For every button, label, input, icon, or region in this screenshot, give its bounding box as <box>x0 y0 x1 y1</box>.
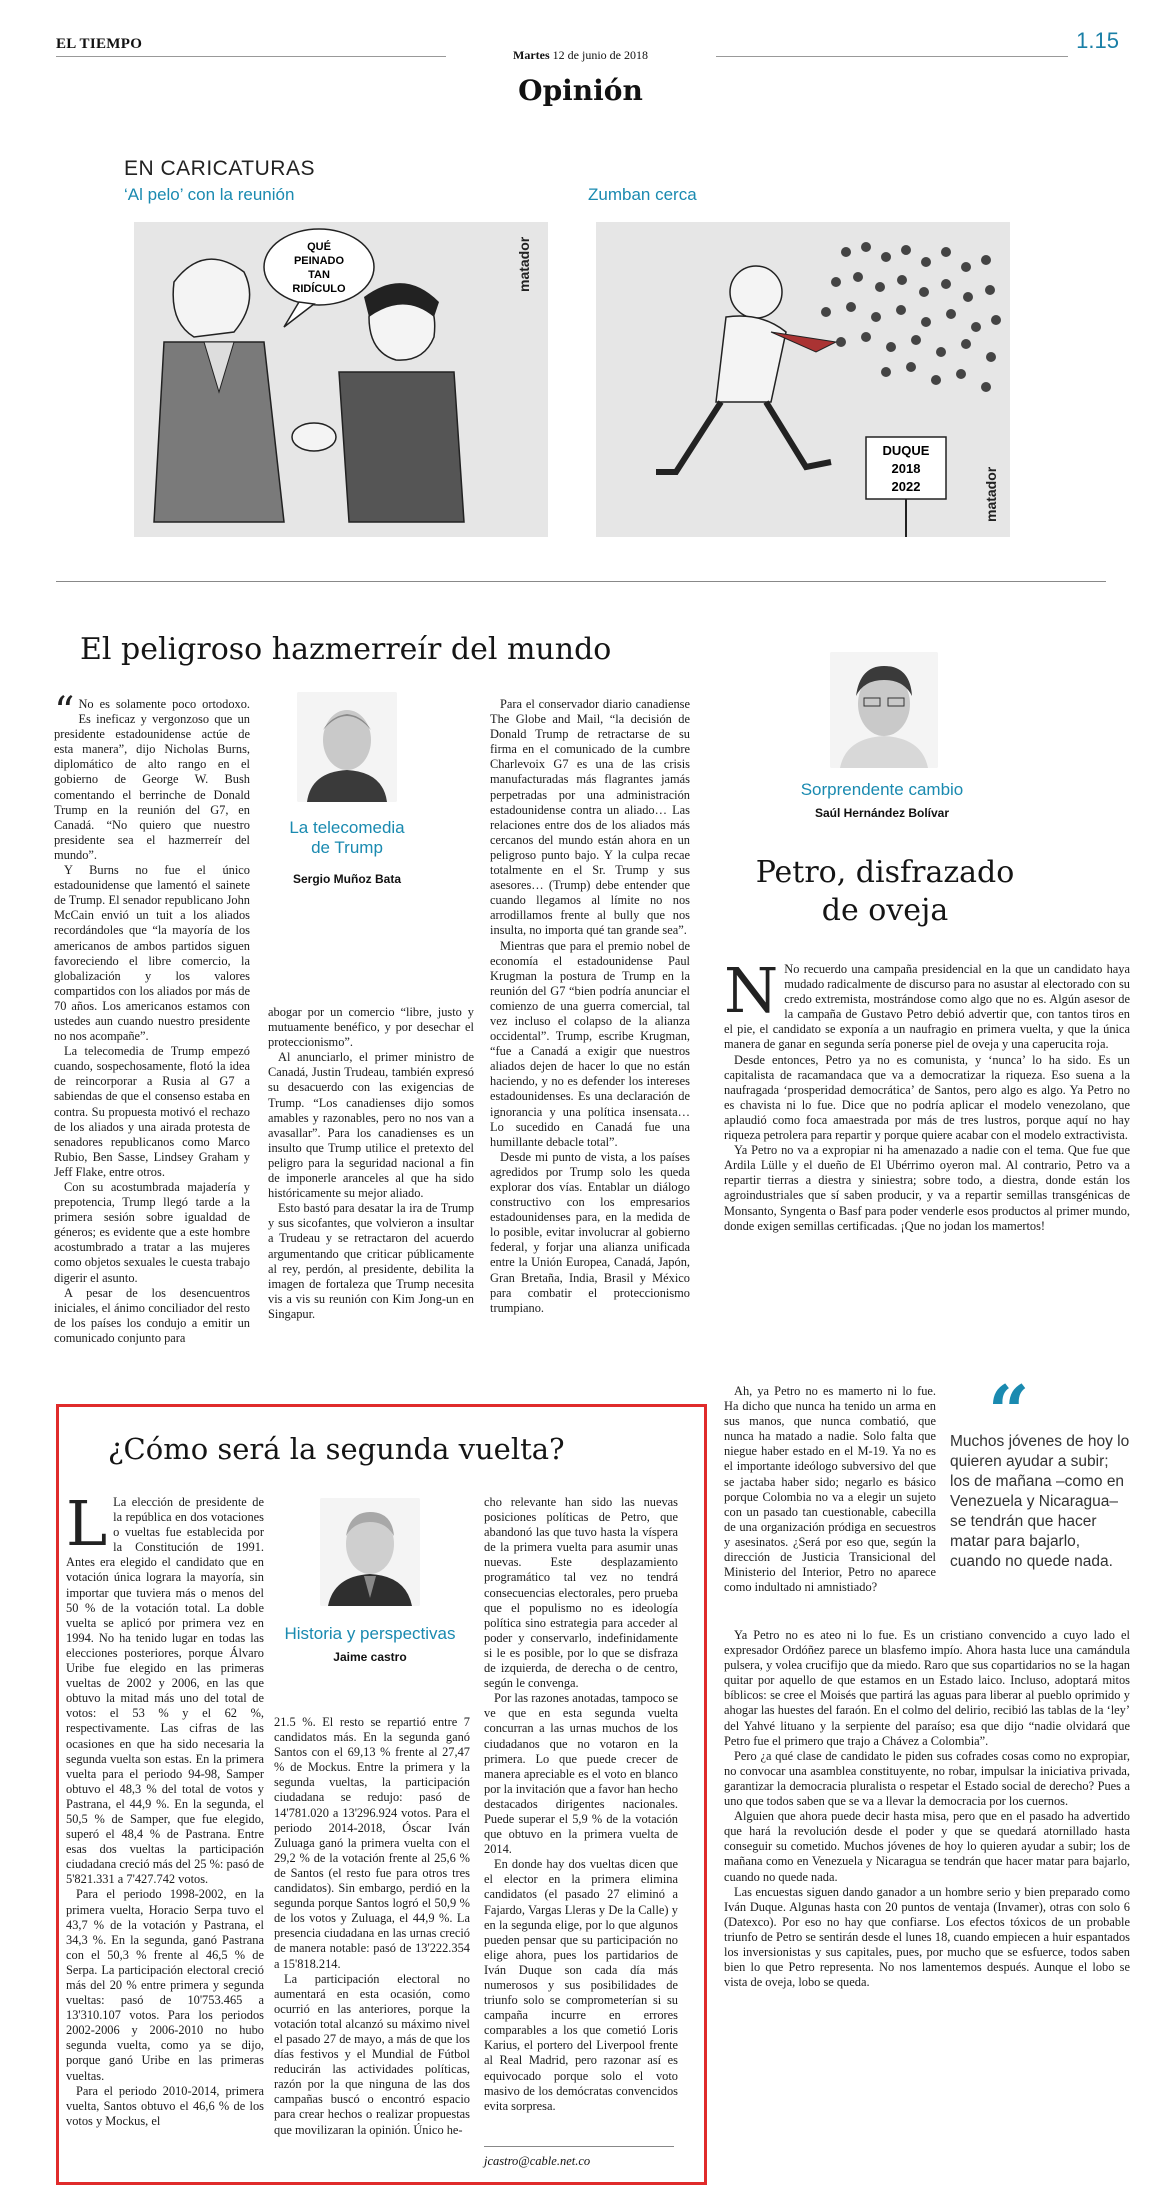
cartoon-left-drawing <box>134 222 548 537</box>
cartoon-right <box>596 222 1010 537</box>
masthead-weekday: Martes <box>513 48 550 62</box>
article2-headline <box>720 854 1050 930</box>
article2-headline-line-2: de oveja <box>821 893 949 928</box>
column-name-telecomedia <box>270 818 424 858</box>
cartoon-section-label: EN CARICATURAS <box>124 157 315 180</box>
column-name-line-2: de Trump <box>311 838 383 857</box>
section-divider <box>56 581 1106 582</box>
article1-col1-p2: Y Burns no fue el único estadounidense que lamentó el sainete de Trump. El senador republicano John McCain envió un tuit a los aliados recordándoles que “la mayoría de los americanos de ambos partidos siguen favoreciendo el libre comercio, la globalización y los valores compartidos con los aliados por más de 70 años. Los americanos estamos con ustedes aun cuando nuestro presidente no nos acompañe”. <box>54 863 250 1044</box>
article3-p1 <box>66 1487 264 1887</box>
article3-col3 <box>484 1495 678 2114</box>
author-photo-munoz-drawing <box>297 692 397 802</box>
speech-line-3: TAN <box>308 269 330 281</box>
article1-headline: El peligroso hazmerreír del mundo <box>80 632 612 667</box>
email-divider <box>484 2146 674 2147</box>
article2-p1 <box>724 954 1130 1053</box>
article2-body-bottom <box>724 1628 1130 1990</box>
author-name-castro: Jaime castro <box>333 1650 407 1664</box>
article2-body-mid <box>724 1384 936 1595</box>
article2-p3: Ya Petro no va a expropiar ni ha amenazado a nadie con el tema. Que fue que Ardila Lülle y el dueño de El Ubérrimo oyeron mal. Al contrario, Petro va a repartir tierras a diestra y siniestra; sobre todo, a diestra, donde están los agroindustriales que sí saben producir, y va a repartir semillas transgénicas de Monsanto, Syngenta o Basf para poder venderle esos productos al primer mundo, donde exigen semillas certificadas. ¡Que no jodan los mamertos! <box>724 1143 1130 1233</box>
cartoon-left-signature: matador <box>516 236 532 292</box>
masthead-date <box>0 48 1161 63</box>
article3-col1 <box>66 1487 264 2129</box>
pullquote-mark-icon: “ <box>988 1369 1030 1454</box>
speech-line-1: QUÉ <box>307 241 331 253</box>
article1-col3-p2: Mientras que para el premio nobel de economía el estadounidense Paul Krugman la postura de Trump en la reunión del G7 “bien podría anunciar el comienzo de una guerra comercial, tal vez incluso el colapso de la alianza occidental”. Trump, escribe Krugman, “fue a Canadá a exigir que nuestros aliados dejen de hacer lo que no están haciendo, y no es defender los intereses estadounidenses. Es una declaración de ignorancia y una política insensata… Lo sucedido en Canadá fue una humillante debacle total”. <box>490 938 690 1149</box>
article1-col3-p1: Para el conservador diario canadiense The Globe and Mail, “la decisión de Donald Trump de retractarse de su firma en el comunicado de la cumbre Charlevoix G7 es una de las crisis manufacturadas más flagrantes jamás perpetradas por una administración estadounidense contra un aliado… Las relaciones entre dos de los aliados más cercanos del mundo están ahora en un peligroso punto bajo. Y la culpa recae totalmente en el Sr. Trump y sus asesores… (Trump) debe entender que cuando llegamos al límite no nos arrodillamos frente al bully que nos insulta, no importa qué tan grande sea”. <box>490 697 690 938</box>
article3-col2 <box>274 1715 470 2138</box>
article1-col1-p1 <box>54 689 250 863</box>
cartoon-right-signature: matador <box>983 466 999 522</box>
article1-col3-p3: Desde mi punto de vista, a los países agredidos por Trump solo les queda explorar dos vías. Entablar un diálogo constructivo con los empresarios estadounidenses para, en la medida de lo posible, evitar involucrar al gobierno federal, y forjar una alianza unificada entre la Unión Europea, Canadá, Japón, Gran Bretaña, India, Brasil y México para combatir el proteccionismo trumpiano. <box>490 1149 690 1315</box>
author-photo-munoz <box>297 692 397 802</box>
author-name-hernandez: Saúl Hernández Bolívar <box>814 806 950 820</box>
author-email[interactable]: jcastro@cable.net.co <box>484 2154 591 2168</box>
sign-line-1: DUQUE <box>882 443 930 458</box>
article3-col3-p2: Por las razones anotadas, tampoco se ve que en esta segunda vuelta concurran a las urnas muchos de los ciudadanos que no votaron en la primera. Lo que puede crecer de manera apreciable es el voto en blanco por la invitación que a favor han hecho destacados dirigentes nacionales. Puede superar el 5,9 % de la votación que obtuvo en la primera vuelta de 2014. <box>484 1691 678 1857</box>
article1-col1-p4: Con su acostumbrada majadería y prepotencia, Trump llegó tarde a la primera sesión sobre igualdad de géneros; es evidente que a este hombre acostumbrado a tratar a las mujeres como objetos sexuales le cuesta trabajo digerir el asunto. <box>54 1180 250 1285</box>
column-name-line-1: La telecomedia <box>289 818 405 837</box>
sign-line-3: 2022 <box>891 479 921 494</box>
author-photo-castro <box>320 1498 420 1606</box>
article2-p8: Las encuestas siguen dando ganador a un hombre serio y bien preparado como Iván Duque. Algunas hasta con 20 puntos de ventaja (Invamer), otras con solo 6 (Datexco). Por eso no hay que confiarse. Los efectos tóxicos de un probable triunfo de Petro se sentirán desde el lunes 18, cuando empiecen a huir espantados los inversionistas y sus capitales, pues, por mucho que se esfuerce, todos saben bien lo que Petro representa. No nos lamentemos después. Aunque el lobo se vista de oveja, lobo se queda. <box>724 1884 1130 1990</box>
cartoon-right-caption: Zumban cerca <box>588 185 697 204</box>
cartoon-right-drawing <box>596 222 1010 537</box>
article1-col2-p3: Esto bastó para desatar la ira de Trump y sus sicofantes, que volvieron a insultar a Trudeau y se retractaron del acuerdo argumentando que criticar públicamente al rey, perdón, al presidente, debilita la imagen de fortaleza que Trump necesita vis a vis su reunión con Kim Jong-un en Singapur. <box>268 1201 474 1321</box>
article2-p4: Ah, ya Petro no es mamerto ni lo fue. Ha dicho que nunca ha tenido un arma en sus manos, que nunca combatió, que nunca ha matado a nadie. Solo falta que niegue haber estado en el M-19. Ya no es el importante ideólogo subversivo del que se jactaba haber sido; negarlo es básico porque Colombia no va a elegir un sujeto con un pasado tan cuestionable, cabecilla de una organización pródiga en secuestros y asesinatos. ¿Será por eso que, según la dirección de Justicia Transicional del Ministerio del Interior, Petro no aparece como indultado ni amnistiado? <box>724 1384 936 1595</box>
page-number: 1.15 <box>1076 28 1119 53</box>
cartoon-left <box>134 222 548 537</box>
speech-line-2: PEINADO <box>293 255 345 267</box>
author-photo-castro-drawing <box>320 1498 420 1606</box>
speech-line-4: RIDÍCULO <box>292 283 346 295</box>
pullquote: Muchos jóvenes de hoy lo quieren ayudar a subir; los de mañana –como en Venezuela y Nicaragua– se tendrán que hacer matar para bajarlo, cuando no quede nada. <box>950 1433 1130 1570</box>
author-photo-hernandez-drawing <box>830 652 938 768</box>
article1-col3 <box>490 697 690 1316</box>
author-photo-hernandez <box>830 652 938 768</box>
article2-dropcap: N <box>724 954 779 1027</box>
cartoon-left-caption: ‘Al pelo’ con la reunión <box>124 185 295 204</box>
article2-p7: Alguien que ahora puede decir hasta misa, pero que en el pasado ha advertido que hará la revolución desde el poder y que se quedará atornillado hasta conseguir su cometido. Muchos jóvenes de hoy lo quieren ayudar a subir; los de mañana como en Venezuela y Nicaragua se tendrán que hacer matar para bajarlo, cuando no quede nada. <box>724 1809 1130 1884</box>
quote-mark-icon: “ <box>54 689 75 735</box>
section-title: Opinión <box>518 74 643 107</box>
article3-p1-text: La elección de presidente de la república en dos votaciones o vueltas fue establecida por la Constitución de 1991. Antes era elegido el candidato que en votación única lograra la mayoría, sin importar que tuviera más o menos del 50 % de la votación total. La doble vuelta se aplicó por primera vez en 1994. No ha tenido lugar en todas las elecciones posteriores, porque Álvaro Uribe fue elegido en las primeras vueltas de 2002 y 2006, en las que obtuvo la mitad más uno del total de votos: el 53 % y el 62 %, respectivamente. Las cifras de las ocasiones en que ha sido necesaria la segunda vuelta son estas. En la primera vuelta para el periodo 94-98, Samper obtuvo el 48,3 % del total de votos y Pastrana, el 44,9 %. En la segunda, el 50,5 % de Samper, que fue elegido, superó el 48,4 % de Pastrana. Entre esas dos vueltas la participación ciudadana creció más del 25 %: pasó de 5'821.331 a 7'427.742 votos. <box>66 1495 264 1887</box>
article2-p6: Pero ¿a qué clase de candidato le piden sus cofrades cosas como no expropiar, no convocar una asamblea constituyente, no robar, impulsar la iniciativa privada, garantizar la democracia pluralista o respetar el Estado social de derecho? Pues a uno que todos saben que se va a llevar la democracia por los cuernos. <box>724 1748 1130 1809</box>
article2-p5: Ya Petro no es ateo ni lo fue. Es un cristiano convencido a cuyo lado el expresador Ordóñez parece un blasfemo impío. Ahora hasta luce una camándula pulsera, y volea crucifijo que da miedo. Raro que sus copartidarios no se la hagan quitar por aquello de que estamos en un Estado laico. Incluso, adoptará mitos bíblicos: se cree el Moisés que partirá las aguas para liberar al pueblo oprimido y ahogar las huestes del faraón. En el colmo del delirio, recibió las tablas de la ‘ley’ del Yahvé lituano y la serpiente del paraíso; esa que dijo “nadie olvidará que Petro fue el primero que trajo a Chávez a Colombia”. <box>724 1628 1130 1748</box>
article1-col1-p3: La telecomedia de Trump empezó cuando, sospechosamente, flotó la idea de reincorporar a Rusia al G7 a sabiendas de que el consenso estaba en contra. Su propuesta motivó el rechazo de los aliados y una airada protesta de senadores republicanos como Marco Rubio, Ben Sasse, Lindsey Graham y Jeff Flake, entre otros. <box>54 1044 250 1179</box>
article3-col2-p2: La participación electoral no aumentará en esta ocasión, como ocurrió en las anteriores, porque la votación total alcanzó su máximo nivel el pasado 27 de mayo, a más de que los días festivos y el Mundial de Fútbol reducirán las actividades políticas, razón por la que ninguna de las dos campañas buscó o encontró espacio para crear hechos o realizar propuestas que movilizaran la opinión. Único he- <box>274 1971 470 2137</box>
author-name-munoz: Sergio Muñoz Bata <box>292 872 401 886</box>
article2-body-top <box>724 954 1130 1234</box>
article1-col2-p1: abogar por un comercio “libre, justo y mutuamente benéfico, y por desechar el proteccionismo”. <box>268 1005 474 1050</box>
article2-p2: Desde entonces, Petro ya no es comunista, y ‘nunca’ lo ha sido. Es un capitalista de racamandaca que va a democratizar la riqueza. Eso suena a la naufragada ‘prosperidad democrática’ de Santos, pero algo es algo. Ya Petro no es chavista ni lo fue. Dice que no podría aplicar el modelo venezolano, que aplaudió como foca amaestrada por más de tres lustros, porque aquí no hay riqueza petrolera para repartir y porque quiere acabar con el modelo extractivista. <box>724 1052 1130 1143</box>
article1-col2 <box>268 1005 474 1322</box>
article1-col1-p1-text: No es solamente poco ortodoxo. Es ineficaz y vergonzoso que un presidente estadounidense actúe de esta manera”, dijo Nicholas Burns, diplomático de alto rango en el gobierno de George W. Bush comentando el berrinche de Donald Trump en la reunión del G7, en Canadá. “No quiero que nuestro presidente sea el hazmerreír del mundo”. <box>54 697 250 862</box>
article1-col2-p2: Al anunciarlo, el primer ministro de Canadá, Justin Trudeau, también expresó su desacuerdo con las exigencias de Trump. “Los canadienses dijo somos amables y razonables, pero no nos van a avasallar”. Para los canadienses es un insulto que Trump utilice el pretexto del peligro para la seguridad nacional a fin de imponerle aranceles al que ha sido históricamente su mejor aliado. <box>268 1050 474 1201</box>
article3-col3-p1: cho relevante han sido las nuevas posiciones políticas de Petro, que abandonó las que tuvo hasta la víspera de la primera vuelta para asumir unas nuevas. Este desplazamiento programático tal vez no tendrá consecuencias electorales, pero prueba que el populismo no es ideología política sino estrategia para acceder al poder y conservarlo, indefinidamente si le es posible, por lo que se disfraza de izquierda, de derecha o de centro, según le convenga. <box>484 1495 678 1691</box>
column-name-historia: Historia y perspectivas <box>284 1624 456 1643</box>
article3-p3: Para el periodo 2010-2014, primera vuelta, Santos obtuvo el 46,6 % de los votos y Mockus, el <box>66 2083 264 2128</box>
article3-dropcap: L <box>66 1487 108 1560</box>
article1-col1 <box>54 689 250 1346</box>
masthead-brand: EL TIEMPO <box>56 36 143 52</box>
sign-line-2: 2018 <box>891 461 921 476</box>
article1-col1-p5: A pesar de los desencuentros iniciales, el ánimo conciliador del resto de los países los condujo a emitir un comunicado conjunto para <box>54 1285 250 1345</box>
article3-col2-p1: 21.5 %. El resto se repartió entre 7 candidatos más. En la segunda ganó Santos con el 69,13 % frente al 27,47 % de Mockus. Entre la primera y la segunda vueltas, la participación ciudadana se redujo: pasó de 14'781.020 a 13'296.924 votos. Para el periodo 2014-2018, Óscar Iván Zuluaga ganó la primera vuelta con el 29,2 % de la votación frente al 25,6 % de Santos (el resto fue para otros tres candidatos). Sin embargo, perdió en la segunda porque Santos logró el 50,9 % de los votos y Zuluaga, el 44,9 %. La presencia ciudadana en las urnas creció de manera notable: pasó de 13'222.354 a 15'818.214. <box>274 1715 470 1971</box>
article2-p1-text: No recuerdo una campaña presidencial en la que un candidato haya mudado radicalmente de discurso para no asustar al electorado con su credo extremista, mostrándose como algo que no es. Algún asesor de la campaña de Gustavo Petro debió advertir que, con tantos tiros en el pie, el candidato se exponía a un naufragio en primera vuelta, y que la única manera de ganar en segunda sería ponerse piel de oveja y una caperucita roja. <box>724 962 1130 1052</box>
column-name-sorprendente: Sorprendente cambio <box>800 780 964 799</box>
article3-headline: ¿Cómo será la segunda vuelta? <box>108 1432 565 1466</box>
article2-headline-line-1: Petro, disfrazado <box>755 855 1015 890</box>
article3-p2: Para el periodo 1998-2002, en la primera vuelta, Horacio Serpa tuvo el 43,7 % de la votación y Pastrana, el 34,3 %. En la segunda, ganó Pastrana con el 50,3 % frente al 46,5 % de Serpa. La participación electoral creció más del 20 % entre primera y segunda vueltas: pasó de 10'753.465 a 13'310.107 votos. Para los periodos 2002-2006 y 2006-2010 no hubo segunda vuelta, como ya se dijo, porque ganó Uribe en las primeras vueltas. <box>66 1887 264 2083</box>
masthead-date-text: 12 de junio de 2018 <box>552 48 648 62</box>
article3-col3-p3: En donde hay dos vueltas dicen que el elector en la primera elimina candidatos (el pasado 27 eliminó a Fajardo, Vargas Lleras y De la Calle) y en la segunda elige, por lo que algunos pueden pensar que su participación no elige ahora, pues los partidarios de Iván Duque son cada día más numerosos y sus posibilidades de triunfo solo se comprometerían si su campaña incurre en errores comparables a los que cometió Loris Karius, el portero del Liverpool frente al Real Madrid, pero razonar así es equivocado porque solo el voto masivo de los demócratas convencidos evita sorpresa. <box>484 1857 678 2113</box>
